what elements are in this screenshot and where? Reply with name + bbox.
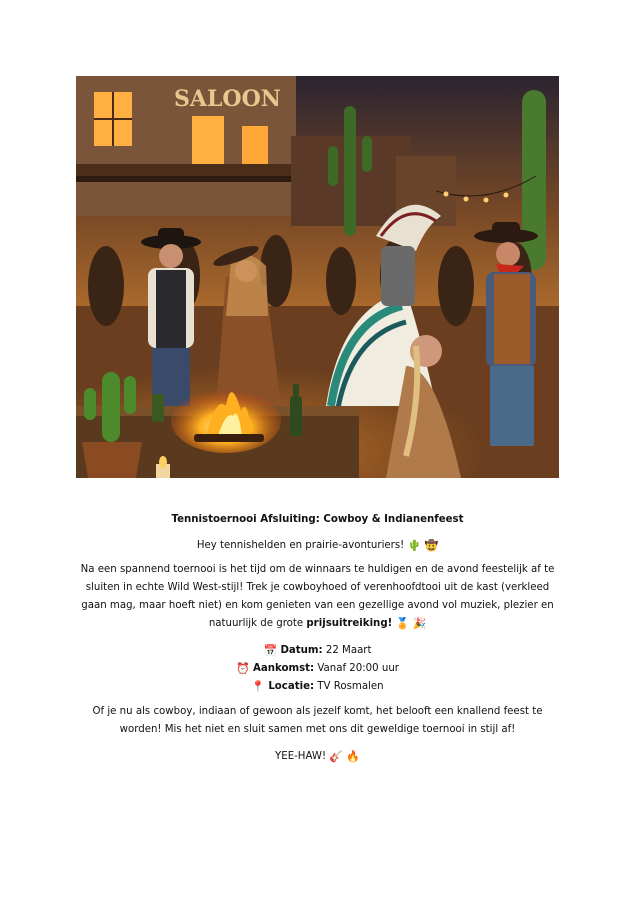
date-label: Datum: bbox=[280, 645, 323, 656]
event-details bbox=[76, 642, 559, 696]
map-pin-icon: 📍 bbox=[251, 680, 266, 693]
party-illustration bbox=[76, 76, 559, 478]
cowboy-face-icon: 🤠 bbox=[424, 539, 439, 552]
arrival-row bbox=[76, 660, 559, 678]
date-row bbox=[76, 642, 559, 660]
intro-text: Na een spannend toernooi is het tijd om de winnaars te huldigen en de avond feestelijk af te sluiten in echte Wild West-stijl! Trek je cowboyhoed of verenhoofdtooi uit de kast (verkleed gaan mag, maar hoeft niet) en kom genieten van een gezellige avond vol muziek, plezier en natuurlijk de grote bbox=[80, 564, 555, 629]
signoff-line bbox=[76, 748, 559, 766]
intro-paragraph bbox=[76, 561, 559, 633]
invitation-text bbox=[76, 511, 559, 766]
closing-paragraph: Of je nu als cowboy, indiaan of gewoon als jezelf komt, het belooft een knallend feest te worden! Mis het niet en sluit samen met ons dit geweldige toernooi in stijl af! bbox=[92, 706, 543, 735]
date-value: 22 Maart bbox=[322, 645, 372, 656]
calendar-icon: 📅 bbox=[263, 644, 278, 657]
party-popper-icon: 🎉 bbox=[412, 617, 427, 630]
greeting-line bbox=[76, 537, 559, 555]
signoff-text: YEE-HAW! bbox=[275, 751, 327, 762]
medal-icon: 🏅 bbox=[395, 617, 410, 630]
location-value: TV Rosmalen bbox=[314, 681, 384, 692]
greeting-text: Hey tennishelden en prairie-avonturiers! bbox=[196, 540, 405, 551]
alarm-clock-icon: ⏰ bbox=[236, 662, 250, 675]
fire-icon: 🔥 bbox=[346, 750, 360, 763]
guitar-icon: 🎸 bbox=[329, 750, 343, 763]
arrival-label: Aankomst: bbox=[252, 663, 315, 674]
location-label: Locatie: bbox=[268, 681, 315, 692]
cactus-icon: 🌵 bbox=[407, 539, 422, 552]
arrival-value: Vanaf 20:00 uur bbox=[314, 663, 399, 674]
intro-bold-text: prijsuitreiking! bbox=[306, 618, 393, 629]
page-title: Tennistoernooi Afsluiting: Cowboy & Indianenfeest bbox=[171, 514, 464, 525]
location-row bbox=[76, 678, 559, 696]
saloon-sign-text: SALOON bbox=[174, 86, 281, 112]
